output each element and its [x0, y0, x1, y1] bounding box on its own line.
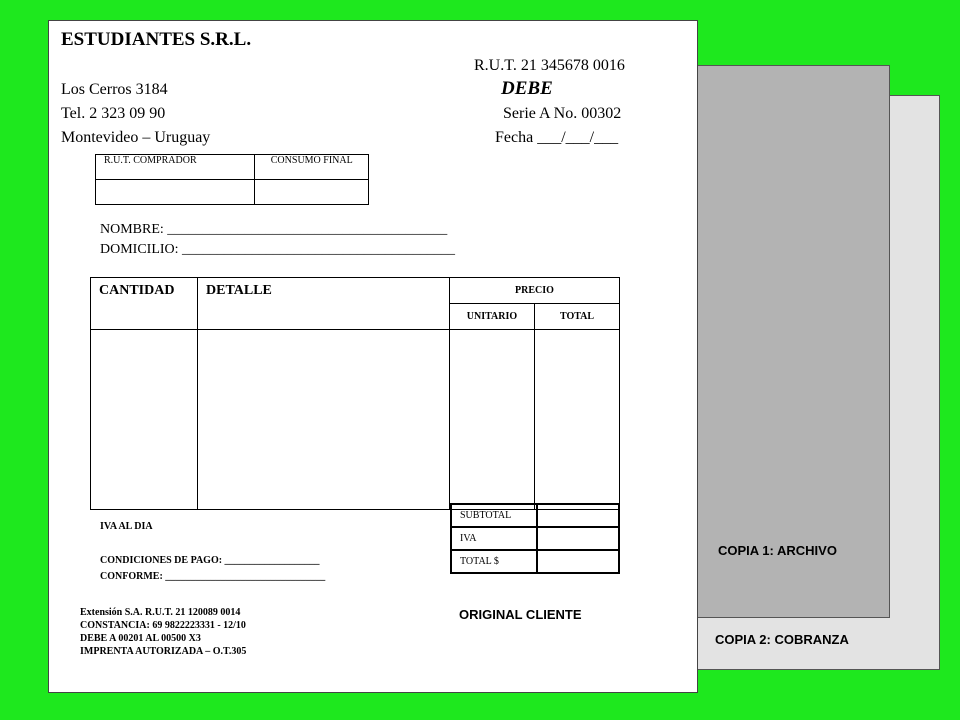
- copy-1-label: COPIA 1: ARCHIVO: [718, 543, 837, 558]
- company-city: Montevideo – Uruguay: [61, 129, 211, 146]
- total-field[interactable]: [537, 550, 619, 573]
- unitario-header: UNITARIO: [450, 304, 535, 330]
- company-phone: Tel. 2 323 09 90: [61, 105, 166, 122]
- rut-comprador-label: R.U.T. COMPRADOR: [96, 155, 255, 180]
- total-column[interactable]: [535, 330, 620, 510]
- iva-field[interactable]: [537, 527, 619, 550]
- items-table: [90, 277, 620, 510]
- buyer-rut-table: [95, 154, 369, 205]
- unitario-column[interactable]: [450, 330, 535, 510]
- original-invoice-sheet: [48, 20, 698, 693]
- copy-2-label: COPIA 2: COBRANZA: [715, 632, 849, 647]
- consumo-final-label: CONSUMO FINAL: [255, 155, 369, 180]
- iva-al-dia: IVA AL DIA: [100, 521, 153, 532]
- total-label: TOTAL $: [451, 550, 537, 573]
- printer-line: IMPRENTA AUTORIZADA – O.T.305: [80, 646, 247, 657]
- detalle-column[interactable]: [198, 330, 450, 510]
- rut-comprador-field[interactable]: [96, 180, 255, 205]
- company-name: ESTUDIANTES S.R.L.: [61, 29, 252, 50]
- printer-line: DEBE A 00201 AL 00500 X3: [80, 633, 201, 644]
- company-rut: R.U.T. 21 345678 0016: [474, 57, 625, 74]
- domicilio-field[interactable]: DOMICILIO: _______________________________________: [100, 242, 456, 257]
- subtotal-label: SUBTOTAL: [451, 504, 537, 527]
- conforme-field[interactable]: CONFORME: ________________________________: [100, 571, 326, 582]
- invoice-date: Fecha ___/___/___: [495, 129, 619, 146]
- printer-line: CONSTANCIA: 69 9822223331 - 12/10: [80, 620, 246, 631]
- detalle-header: DETALLE: [198, 278, 450, 330]
- totals-table: [450, 503, 620, 574]
- subtotal-field[interactable]: [537, 504, 619, 527]
- invoice-serie-number: Serie A No. 00302: [503, 105, 622, 122]
- company-address: Los Cerros 3184: [61, 81, 168, 98]
- total-header: TOTAL: [535, 304, 620, 330]
- precio-header: PRECIO: [450, 278, 620, 304]
- printer-info: [80, 606, 246, 658]
- cantidad-header: CANTIDAD: [91, 278, 198, 330]
- original-cliente-label: ORIGINAL CLIENTE: [459, 607, 582, 622]
- cantidad-column[interactable]: [91, 330, 198, 510]
- iva-label: IVA: [451, 527, 537, 550]
- printer-line: Extensión S.A. R.U.T. 21 120089 0014: [80, 607, 241, 618]
- document-type: DEBE: [501, 78, 553, 99]
- nombre-field[interactable]: NOMBRE: ________________________________________: [100, 222, 448, 237]
- consumo-final-field[interactable]: [255, 180, 369, 205]
- condiciones-pago-field[interactable]: CONDICIONES DE PAGO: ___________________: [100, 555, 320, 566]
